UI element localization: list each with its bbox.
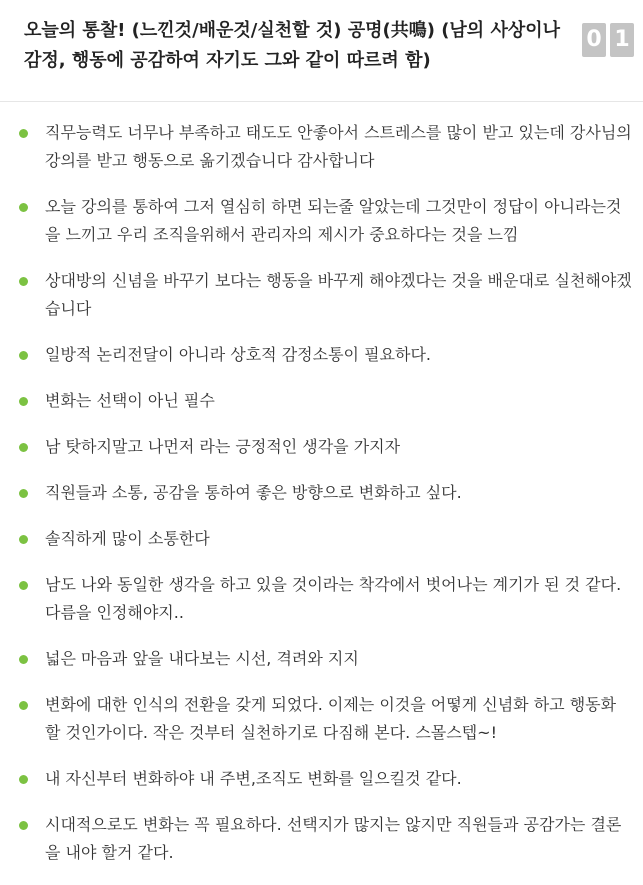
page-header — [0, 0, 643, 102]
bullet-dot-icon — [19, 443, 28, 452]
list-item — [0, 691, 643, 747]
list-item-text: 변화에 대한 인식의 전환을 갖게 되었다. 이제는 이것을 어떻게 신념화 하고 행동화 할 것인가이다. 작은 것부터 실천하기로 다짐해 본다. 스몰스텝~! — [45, 695, 617, 742]
list-item — [0, 119, 643, 175]
list-item-text: 남 탓하지말고 나먼저 라는 긍정적인 생각을 가지자 — [45, 437, 401, 456]
counter-digit: 1 — [610, 23, 634, 57]
bullet-dot-icon — [19, 277, 28, 286]
bullet-dot-icon — [19, 535, 28, 544]
list-item-text: 상대방의 신념을 바꾸기 보다는 행동을 바꾸게 해야겠다는 것을 배운대로 실천해야겠습니다 — [45, 271, 632, 318]
list-item — [0, 525, 643, 553]
list-item-text: 내 자신부터 변화하야 내 주변,조직도 변화를 일으킬것 같다. — [45, 769, 462, 788]
bullet-dot-icon — [19, 351, 28, 360]
list-item-text: 시대적으로도 변화는 꼭 필요하다. 선택지가 많지는 않지만 직원들과 공감가는 결론을 내야 할거 같다. — [45, 815, 622, 862]
page-title: 오늘의 통찰! (느낀것/배운것/실천할 것) 공명(共鳴) (남의 사상이나 감정, 행동에 공감하여 자기도 그와 같이 따르려 함) — [24, 20, 561, 71]
list-item — [0, 645, 643, 673]
list-item-text: 직무능력도 너무나 부족하고 태도도 안좋아서 스트레스를 많이 받고 있는데 강사님의 강의를 받고 행동으로 옮기겠습니다 감사합니다 — [45, 123, 632, 170]
list-item-text: 넓은 마음과 앞을 내다보는 시선, 격려와 지지 — [45, 649, 359, 668]
bullet-dot-icon — [19, 581, 28, 590]
list-item — [0, 193, 643, 249]
bullet-dot-icon — [19, 821, 28, 830]
bullet-dot-icon — [19, 129, 28, 138]
list-item — [0, 387, 643, 415]
list-item — [0, 479, 643, 507]
list-item-text: 남도 나와 동일한 생각을 하고 있을 것이라는 착각에서 벗어나는 계기가 된 것 같다. 다름을 인정해야지.. — [45, 575, 622, 622]
list-item — [0, 433, 643, 461]
bullet-dot-icon — [19, 397, 28, 406]
list-item — [0, 571, 643, 627]
list-item-text: 일방적 논리전달이 아니라 상호적 감정소통이 필요하다. — [45, 345, 432, 364]
response-list — [0, 119, 643, 885]
list-item-text: 솔직하게 많이 소통한다 — [45, 529, 210, 548]
bullet-dot-icon — [19, 489, 28, 498]
list-item-text: 오늘 강의를 통하여 그저 열심히 하면 되는줄 알았는데 그것만이 정답이 아니라는것을 느끼고 우리 조직을위해서 관리자의 제시가 중요하다는 것을 느낌 — [45, 197, 622, 244]
bullet-dot-icon — [19, 655, 28, 664]
bullet-dot-icon — [19, 203, 28, 212]
response-counter — [582, 23, 634, 57]
list-item — [0, 341, 643, 369]
counter-digit: 0 — [582, 23, 606, 57]
list-item — [0, 811, 643, 867]
list-item — [0, 765, 643, 793]
list-item — [0, 267, 643, 323]
list-item-text: 직원들과 소통, 공감을 통하여 좋은 방향으로 변화하고 싶다. — [45, 483, 462, 502]
list-item-text: 변화는 선택이 아닌 필수 — [45, 391, 215, 410]
bullet-dot-icon — [19, 701, 28, 710]
bullet-dot-icon — [19, 775, 28, 784]
